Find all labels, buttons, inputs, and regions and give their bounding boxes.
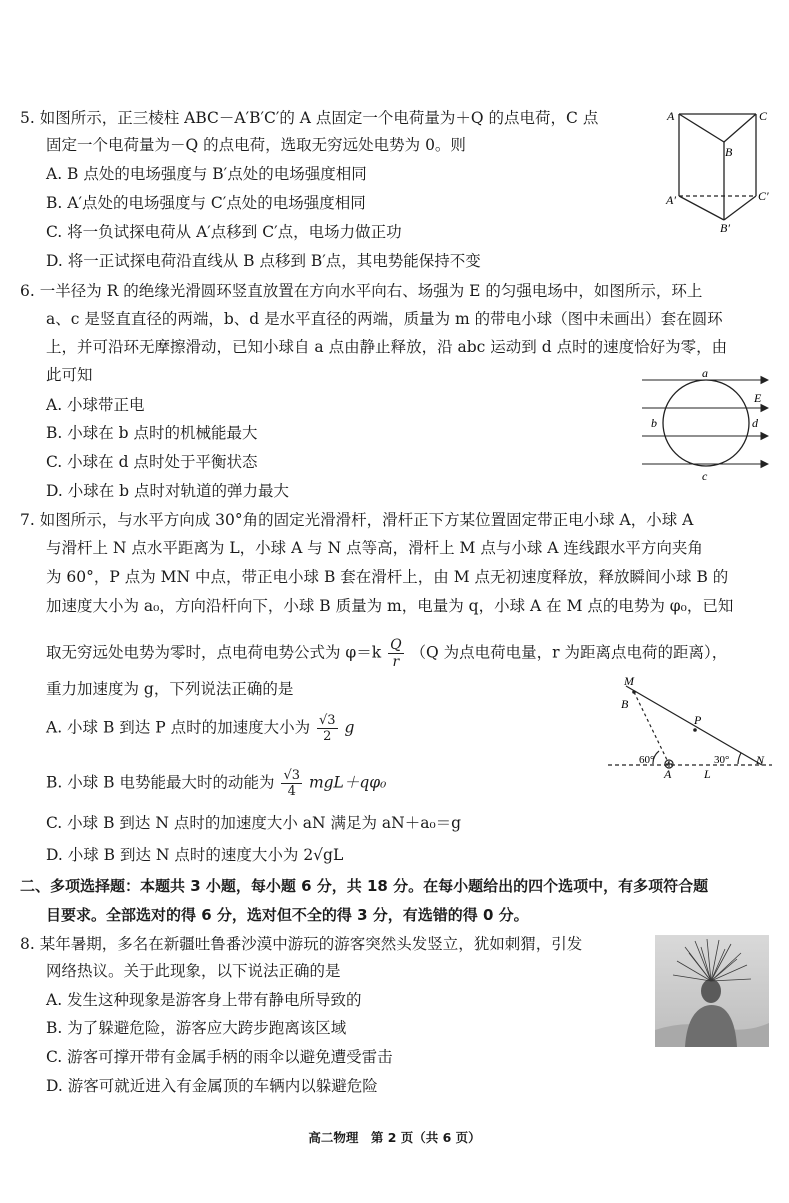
ring-field-figure <box>640 366 772 486</box>
q5-option-a[interactable]: A. B 点处的电场强度与 B′点处的电场强度相同 <box>46 165 367 183</box>
q6-stem-line2: a、c 是竖直直径的两端，b、d 是水平直径的两端，质量为 m 的带电小球（图中未画出）套在圆环 <box>46 310 723 328</box>
q7-option-b-numerator: √3 <box>283 768 300 783</box>
q6-stem-line1: 6. 一半径为 R 的绝缘光滑圆环竖直放置在方向水平向右、场强为 E 的匀强电场中，如图所示，环上 <box>20 282 703 300</box>
q5-stem-line1: 5. 如图所示，正三棱柱 ABC－A′B′C′的 A 点固定一个电荷量为＋Q 的点电荷，C 点 <box>20 109 599 127</box>
label-c: c <box>702 469 708 483</box>
q7-option-b-denominator: 4 <box>287 784 296 799</box>
label-M: M <box>624 674 634 688</box>
q7-stem-line6: 重力加速度为 g，下列说法正确的是 <box>46 680 294 698</box>
q7-line5-post: （Q 为点电荷电量，r 为距离点电荷的距离）， <box>410 643 728 662</box>
q7-option-a-denominator: 2 <box>323 729 332 744</box>
label-A: A <box>667 109 675 123</box>
q8-option-d[interactable]: D. 游客可就近进入有金属顶的车辆内以躲避危险 <box>46 1077 378 1095</box>
label-B-prime: B′ <box>720 221 730 234</box>
q7-option-c[interactable]: C. 小球 B 到达 N 点时的加速度大小 aN 满足为 aN＋a₀＝g <box>46 814 462 832</box>
q7-option-b[interactable] <box>46 768 386 799</box>
q7-stem-line2: 与滑杆上 N 点水平距离为 L，小球 A 与 N 点等高，滑杆上 M 点与小球 A 连线跟水平方向夹角 <box>46 539 703 557</box>
q5-option-c[interactable]: C. 将一负试探电荷从 A′点移到 C′点，电场力做正功 <box>46 223 402 241</box>
label-angle-30: 30° <box>714 754 730 766</box>
q7-stem-line1: 7. 如图所示，与水平方向成 30°角的固定光滑滑杆，滑杆正下方某位置固定带正电小球 A，小球 A <box>20 511 694 529</box>
q7-option-b-pre: B. 小球 B 电势能最大时的动能为 <box>46 773 275 792</box>
label-A-prime: A′ <box>666 193 676 207</box>
q7-option-a-numerator: √3 <box>319 713 336 728</box>
q7-option-a-pre: A. 小球 B 到达 P 点时的加速度大小为 <box>46 718 311 737</box>
q7-line5-denominator: r <box>392 654 400 670</box>
q6-option-a[interactable]: A. 小球带正电 <box>46 396 145 414</box>
q7-stem-line3: 为 60°，P 点为 MN 中点，带正电小球 B 套在滑杆上，由 M 点无初速度释放，释放瞬间小球 B 的 <box>46 568 729 586</box>
q5-option-d[interactable]: D. 将一正试探电荷沿直线从 B 点移到 B′点，其电势能保持不变 <box>46 252 481 270</box>
q5-stem-line2: 固定一个电荷量为－Q 的点电荷，选取无穷远处电势为 0。则 <box>46 136 466 154</box>
q7-stem-line4: 加速度大小为 a₀，方向沿杆向下，小球 B 质量为 m，电量为 q，小球 A 在 M 点的电势为 φ₀，已知 <box>46 597 734 615</box>
section2-header-line2: 目要求。全部选对的得 6 分，选对但不全的得 3 分，有选错的得 0 分。 <box>46 906 529 924</box>
q7-line5-numerator: Q <box>390 637 402 653</box>
q8-option-a[interactable]: A. 发生这种现象是游客身上带有静电所导致的 <box>46 991 362 1009</box>
q7-option-b-post: mgL＋qφ₀ <box>308 773 387 792</box>
label-P: P <box>694 713 702 727</box>
q8-option-c[interactable]: C. 游客可撑开带有金属手柄的雨伞以避免遭受雷击 <box>46 1048 393 1066</box>
label-C: C <box>759 109 768 123</box>
page-footer: 高二物理 第 2 页（共 6 页） <box>308 1130 481 1145</box>
hair-standing-photo <box>655 935 769 1047</box>
section2-header-line1: 二、多项选择题：本题共 3 小题，每小题 6 分，共 18 分。在每小题给出的四个选项中，有多项符合题 <box>20 877 709 895</box>
label-d: d <box>752 416 758 430</box>
q7-stem-line5 <box>46 637 727 670</box>
q7-option-a[interactable] <box>46 713 354 744</box>
label-angle-60: 60° <box>639 754 655 766</box>
label-a: a <box>702 366 708 380</box>
label-A: A <box>664 767 672 781</box>
q7-line5-pre: 取无穷远处电势为零时，点电荷电势公式为 φ＝k <box>46 643 382 662</box>
label-B: B <box>725 145 733 159</box>
q8-option-b[interactable]: B. 为了躲避危险，游客应大跨步跑离该区域 <box>46 1019 347 1037</box>
q6-stem-line4: 此可知 <box>46 366 93 384</box>
label-N: N <box>756 753 765 767</box>
q8-stem-line2: 网络热议。关于此现象，以下说法正确的是 <box>46 962 341 980</box>
q7-option-d[interactable]: D. 小球 B 到达 N 点时的速度大小为 2√gL <box>46 846 344 864</box>
q7-option-a-post: g <box>344 718 355 737</box>
q8-stem-line1: 8. 某年暑期，多名在新疆吐鲁番沙漠中游玩的游客突然头发竖立，犹如刺猬，引发 <box>20 935 583 953</box>
prism-figure <box>664 104 778 234</box>
label-E: E <box>754 391 762 405</box>
q5-option-b[interactable]: B. A′点处的电场强度与 C′点处的电场强度相同 <box>46 194 366 212</box>
label-L: L <box>704 767 711 781</box>
q6-stem-line3: 上，并可沿环无摩擦滑动，已知小球自 a 点由静止释放，沿 abc 运动到 d 点时的速度恰好为零，由 <box>46 338 728 356</box>
q6-option-b[interactable]: B. 小球在 b 点时的机械能最大 <box>46 424 258 442</box>
label-C-prime: C′ <box>758 189 769 203</box>
label-B: B <box>621 697 629 711</box>
q6-option-d[interactable]: D. 小球在 b 点时对轨道的弹力最大 <box>46 482 290 500</box>
q6-option-c[interactable]: C. 小球在 d 点时处于平衡状态 <box>46 453 258 471</box>
label-b: b <box>651 416 657 430</box>
slope-rod-figure <box>606 672 776 782</box>
